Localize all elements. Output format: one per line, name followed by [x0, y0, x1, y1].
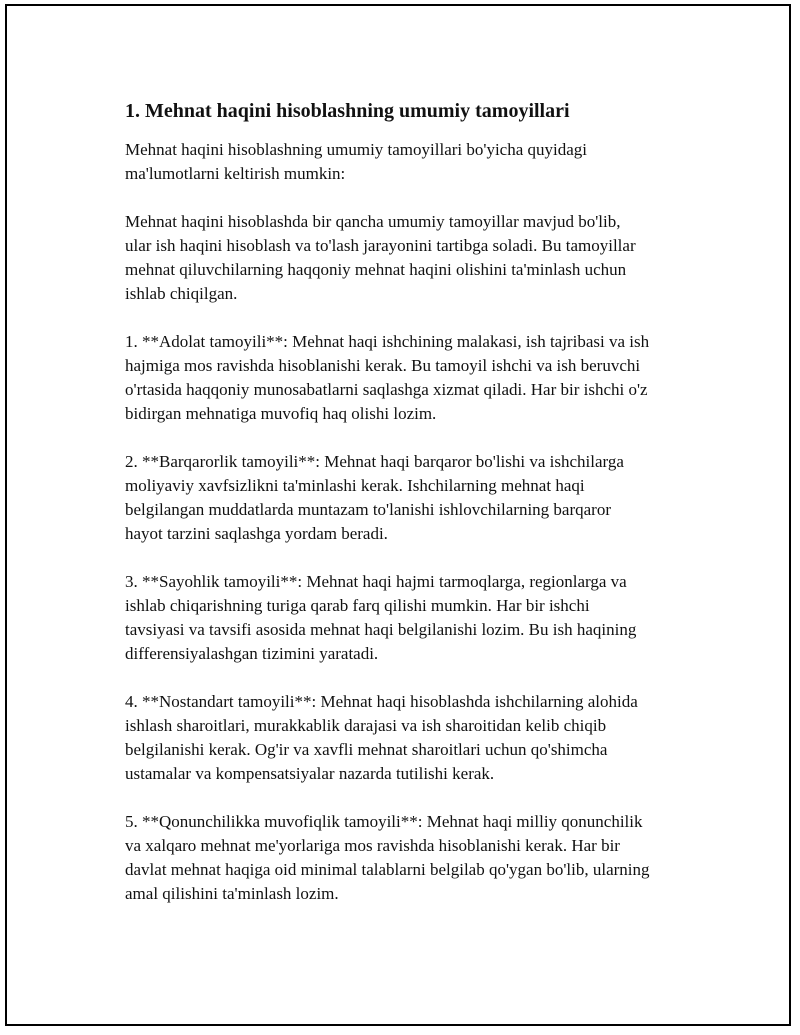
text-line: 2. **Barqarorlik tamoyili**: Mehnat haqi barqaror bo'lishi va ishchilarga [125, 452, 624, 471]
text-line: hayot tarzini saqlashga yordam beradi. [125, 524, 388, 543]
text-line: belgilangan muddatlarda muntazam to'lanishi ishlovchilarning barqaror [125, 500, 612, 519]
text-line: davlat mehnat haqiga oid minimal talablarni belgilab qo'ygan bo'lib, ularning [125, 860, 650, 879]
text-line: ma'lumotlarni keltirish mumkin: [125, 164, 346, 183]
text-line: Mehnat haqini hisoblashning umumiy tamoyillari bo'yicha quyidagi [125, 140, 587, 159]
text-line: hajmiga mos ravishda hisoblanishi kerak. Bu tamoyil ishchi va ish beruvchi [125, 356, 641, 375]
principle-paragraph-4 [125, 690, 705, 786]
text-line: 4. **Nostandart tamoyili**: Mehnat haqi hisoblashda ishchilarning alohida [125, 692, 638, 711]
text-line: va xalqaro mehnat me'yorlariga mos ravishda hisoblanishi kerak. Har bir [125, 836, 620, 855]
text-line: o'rtasida haqqoniy munosabatlarni saqlashga xizmat qiladi. Har bir ishchi o'z [125, 380, 648, 399]
text-line: ustamalar va kompensatsiyalar nazarda tutilishi kerak. [125, 764, 495, 783]
text-line: 5. **Qonunchilikka muvofiqlik tamoyili**: Mehnat haqi milliy qonunchilik [125, 812, 643, 831]
text-line: 1. **Adolat tamoyili**: Mehnat haqi ishchining malakasi, ish tajribasi va ish [125, 332, 650, 351]
text-line: bidirgan mehnatiga muvofiq haq olishi lozim. [125, 404, 437, 423]
text-line: ishlash sharoitlari, murakkablik darajasi va ish sharoitidan kelib chiqib [125, 716, 607, 735]
principle-paragraph-3 [125, 570, 705, 666]
text-line: ular ish haqini hisoblash va to'lash jarayonini tartibga soladi. Bu tamoyillar [125, 236, 636, 255]
text-line: ishlab chiqilgan. [125, 284, 238, 303]
text-line: belgilanishi kerak. Og'ir va xavfli mehnat sharoitlari uchun qo'shimcha [125, 740, 608, 759]
text-line: amal qilishini ta'minlash lozim. [125, 884, 339, 903]
intro-paragraph [125, 138, 705, 186]
principle-paragraph-2 [125, 450, 705, 546]
text-line: tavsiyasi va tavsifi asosida mehnat haqi belgilanishi lozim. Bu ish haqining [125, 620, 637, 639]
text-line: differensiyalashgan tizimini yaratadi. [125, 644, 379, 663]
text-line: ishlab chiqarishning turiga qarab farq qilishi mumkin. Har bir ishchi [125, 596, 590, 615]
document-body [125, 98, 705, 930]
principle-paragraph-1 [125, 330, 705, 426]
text-line: Mehnat haqini hisoblashda bir qancha umumiy tamoyillar mavjud bo'lib, [125, 212, 621, 231]
text-line: moliyaviy xavfsizlikni ta'minlashi kerak. Ishchilarning mehnat haqi [125, 476, 585, 495]
text-line: mehnat qiluvchilarning haqqoniy mehnat haqini olishini ta'minlash uchun [125, 260, 627, 279]
section-heading: 1. Mehnat haqini hisoblashning umumiy tamoyillari [125, 100, 570, 122]
page-frame [5, 4, 791, 1026]
principle-paragraph-5 [125, 810, 705, 906]
text-line: 3. **Sayohlik tamoyili**: Mehnat haqi hajmi tarmoqlarga, regionlarga va [125, 572, 627, 591]
overview-paragraph [125, 210, 705, 306]
